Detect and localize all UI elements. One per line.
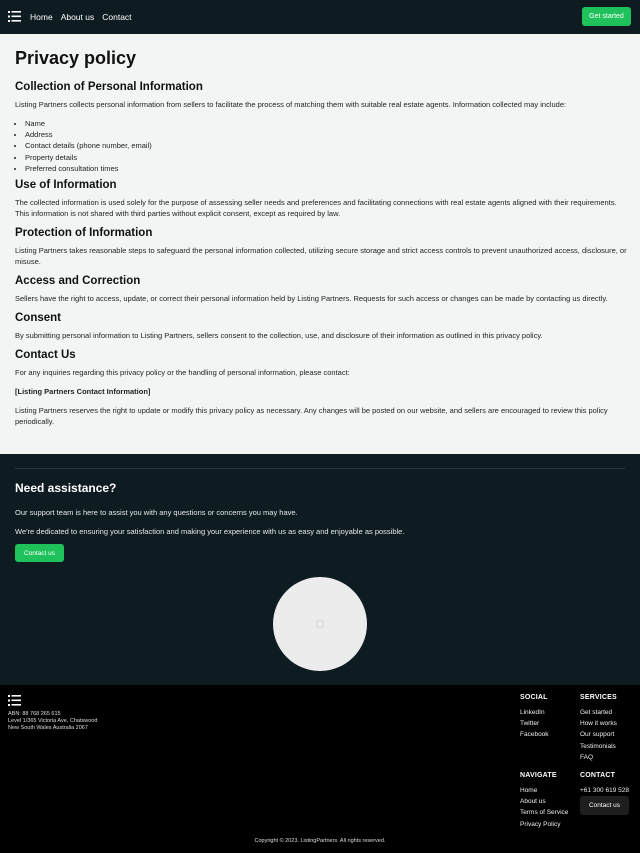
nav-link-contact[interactable]: Contact: [102, 12, 132, 22]
divider: [15, 468, 625, 469]
footer-link-home[interactable]: Home: [520, 787, 538, 794]
section-text-access: Sellers have the right to access, update, or correct their personal information held by Listing Partners. Requests for such access or changes can be made by contacting us directly.: [15, 294, 608, 304]
page-title: Privacy policy: [15, 48, 137, 68]
section-text-protection: Listing Partners takes reasonable steps to safeguard the personal information collected, utilizing secure storage and strict access controls to prevent unauthorized access, disclosure, or misuse.: [15, 246, 627, 267]
footer-link-how-it-works[interactable]: How it works: [580, 720, 617, 728]
section-text-contact: For any inquiries regarding this privacy policy or the handling of personal information, please contact:: [15, 368, 350, 378]
copyright-text: Copyright © 2023. ListingPartners. All rights reserved.: [254, 838, 386, 844]
navigate-heading: NAVIGATE: [520, 772, 557, 779]
assistance-section: [0, 454, 640, 685]
footer-link-terms[interactable]: Terms of Service: [520, 809, 569, 817]
footer-link-testimonials[interactable]: Testimonials: [580, 742, 616, 750]
nav-link-home[interactable]: Home: [30, 12, 53, 22]
list-item: • Address: [25, 129, 627, 140]
footer-contact-button[interactable]: Contact us: [580, 796, 629, 815]
list-item: • Preferred consultation times: [25, 163, 627, 174]
policy-content: [15, 48, 627, 435]
footer-contact-column: [580, 772, 629, 796]
address-line-2: New South Wales Australia 2067: [8, 725, 88, 731]
nav-links: [30, 0, 132, 34]
section-heading-access: Access and Correction: [15, 275, 141, 288]
top-navbar: [0, 0, 640, 34]
collected-info-list: [25, 118, 627, 174]
image-placeholder: [273, 577, 367, 671]
footer-link-our-support[interactable]: Our support: [580, 731, 615, 739]
footer-link-about[interactable]: About us: [520, 798, 546, 806]
company-address: [8, 711, 97, 732]
address-line-1: Level 1/365 Victoria Ave, Chatswood: [8, 718, 98, 724]
site-footer: [0, 685, 640, 853]
footer-link-privacy[interactable]: Privacy Policy: [520, 820, 561, 828]
contact-heading: CONTACT: [580, 772, 616, 779]
footer-link-twitter[interactable]: Twitter: [520, 720, 540, 728]
nav-link-about[interactable]: About us: [60, 12, 95, 22]
footer-link-linkedin[interactable]: LinkedIn: [520, 709, 545, 716]
contact-info-placeholder: [Listing Partners Contact Information]: [15, 387, 151, 397]
footer-link-facebook[interactable]: Facebook: [520, 731, 549, 739]
section-text-use: The collected information is used solely for the purpose of assessing seller needs and preferences and facilitating connections with real estate agents aligned with their requirements. This information is not shared with third parties without explicit consent, except as required by law.: [15, 198, 617, 219]
section-text-consent: By submitting personal information to Listing Partners, sellers consent to the collection, use, and disclosure of their information as outlined in this privacy policy.: [15, 331, 543, 341]
list-item: • Contact details (phone number, email): [25, 140, 627, 151]
list-item: • Property details: [25, 152, 627, 163]
section-heading-use: Use of Information: [15, 179, 117, 192]
list-item: • Name: [25, 118, 627, 129]
footer-navigate-column: [520, 772, 568, 830]
section-text-collection: Listing Partners collects personal information from sellers to facilitate the process of matching them with suitable real estate agents. Information collected may include:: [15, 100, 567, 109]
assistance-text-1: Our support team is here to assist you with any questions or concerns you may have.: [15, 508, 298, 517]
contact-us-button[interactable]: Contact us: [15, 544, 64, 562]
abn-text: ABN: 88 768 265 615: [8, 711, 61, 717]
footer-link-faq[interactable]: FAQ: [580, 753, 594, 761]
footer-services-column: [580, 694, 617, 763]
services-heading: SERVICES: [580, 694, 617, 701]
get-started-button[interactable]: Get started: [582, 7, 631, 26]
section-heading-consent: Consent: [15, 312, 61, 325]
phone-number[interactable]: +61 300 619 528: [580, 787, 629, 794]
section-heading-collection: Collection of Personal Information: [15, 81, 203, 93]
policy-closing-text: Listing Partners reserves the right to update or modify this privacy policy as necessary. Any changes will be posted on our website, and sellers are encouraged to review this policy periodically.: [15, 406, 608, 427]
logo-menu-icon[interactable]: [8, 695, 21, 706]
menu-icon[interactable]: [8, 11, 21, 22]
section-heading-protection: Protection of Information: [15, 227, 153, 240]
loading-indicator-icon: [316, 620, 324, 628]
assistance-title: Need assistance?: [15, 481, 117, 495]
social-heading: SOCIAL: [520, 694, 548, 701]
footer-link-get-started[interactable]: Get started: [580, 709, 613, 716]
section-heading-contact: Contact Us: [15, 349, 76, 362]
footer-social-column: [520, 694, 549, 741]
assistance-text-2: We're dedicated to ensuring your satisfaction and making your experience with us as easy and enjoyable as possible.: [15, 527, 405, 536]
